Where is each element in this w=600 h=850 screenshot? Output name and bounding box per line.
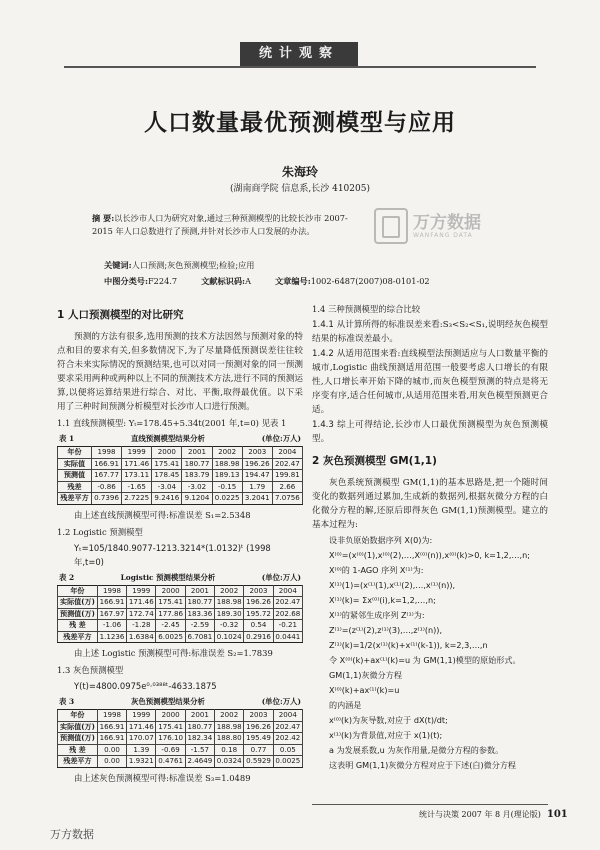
table-row: [58, 597, 303, 609]
table-unit: (单位:万人): [261, 572, 301, 582]
table-cell: -0.69: [156, 744, 185, 756]
table-cell: -1.57: [185, 744, 214, 756]
table-cell: 188.98: [212, 458, 242, 470]
comparison-items: [312, 318, 548, 446]
table-cell: 残 差: [58, 744, 98, 756]
note-2: 由上述 Logistic 预测模型可得:标准误差 S₂=1.7839: [74, 648, 273, 658]
table-label: 表 3: [59, 697, 75, 706]
wanfang-watermark: [374, 204, 524, 248]
table-cell: -1.65: [122, 481, 152, 493]
item-text: 从计算所得的标准误差来看:S₃<S₂<S₁,说明经灰色模型结果的标准误差最小。: [312, 320, 549, 344]
keywords: [104, 260, 255, 271]
table-cell: 194.47: [242, 470, 272, 482]
table-cell: 0.54: [244, 620, 273, 632]
table-cell: 预测值(万): [58, 608, 98, 620]
table-cell: 0.00: [97, 756, 126, 768]
table-cell: -2.59: [185, 620, 214, 632]
table-cell: 180.77: [185, 721, 214, 733]
table-cell: 2.4649: [185, 756, 214, 768]
table-cell: 183.79: [182, 470, 212, 482]
item-text: 从适用范围来看:直线模型法预测适应与人口数量平衡的城市,Logistic 曲线预测适用范围一般要考虑人口增长的有限性,人口增长率开始下降的城市,而灰色模型预测的特点是将无序变有序,适合任何城市,从适用范围来看,用灰色模型预测更合适。: [312, 349, 548, 415]
table-cell: 实际值: [58, 458, 92, 470]
table-cell: 199.81: [272, 470, 302, 482]
table-cell: 171.46: [127, 721, 156, 733]
table-cell: 实际值(万): [58, 721, 98, 733]
table-cell: 1998: [97, 710, 126, 722]
table-caption: [57, 571, 303, 585]
clc-code: [104, 276, 177, 287]
table-cell: 175.41: [156, 597, 185, 609]
derivation-line: Z⁽¹⁾(k)=1/2(x⁽¹⁾(k)+x⁽¹⁾(k-1)), k=2,3,…,n: [329, 640, 488, 650]
classification-codes: [104, 276, 514, 287]
table-unit: (单位:万人): [261, 434, 301, 443]
table-cell: 9.2416: [152, 493, 182, 505]
article-value: 1002-6487(2007)08-0101-02: [310, 276, 430, 286]
source-mark: 万方数据: [50, 828, 94, 841]
table-row: [58, 458, 303, 470]
table-cell: 2000: [152, 447, 182, 459]
table-cell: 196.26: [242, 458, 272, 470]
derivation-lines: [312, 533, 548, 772]
table-cell: 2003: [244, 710, 273, 722]
table-cell: -3.02: [182, 481, 212, 493]
abstract-label: 摘 要:: [92, 213, 115, 223]
table-cell: 0.0324: [215, 756, 244, 768]
table-cell: 年份: [58, 710, 98, 722]
derivation-line: a 为发展系数,u 为灰作用量,是微分方程的参数。: [329, 745, 504, 755]
table-cell: 0.1024: [215, 631, 244, 643]
section-1-heading: 1 人口预测模型的对比研究: [57, 309, 184, 321]
table-cell: 预测值: [58, 470, 92, 482]
data-table: [57, 585, 303, 644]
table-cell: 1999: [122, 447, 152, 459]
table-cell: 1999: [127, 585, 156, 597]
table-row: [58, 721, 303, 733]
table-row: [58, 481, 303, 493]
table-cell: 残差平方: [58, 631, 98, 643]
comparison-item: [312, 347, 548, 417]
derivation-line: 令 X⁽⁰⁾(k)+ax⁽¹⁾(k)=u 为 GM(1,1)模型的原始形式。: [329, 655, 521, 665]
table-label: 表 2: [59, 572, 75, 582]
table-cell: 0.4761: [156, 756, 185, 768]
table-cell: 1998: [91, 447, 121, 459]
table-cell: 178.45: [152, 470, 182, 482]
table-header-row: [58, 710, 303, 722]
table-cell: 0.18: [215, 744, 244, 756]
table-cell: 188.98: [215, 597, 244, 609]
table-cell: 188.80: [215, 733, 244, 745]
table-row: [58, 631, 303, 643]
table-cell: 2004: [273, 710, 302, 722]
table-row: [58, 608, 303, 620]
table-cell: 0.0225: [212, 493, 242, 505]
table-cell: 189.13: [212, 470, 242, 482]
derivation-line: X⁽¹⁾(k)= Σx⁽⁰⁾(i),k=1,2,…,n;: [329, 595, 436, 605]
table-cell: 202.68: [273, 608, 302, 620]
watermark-en: WANFANG DATA: [413, 231, 473, 239]
table-cell: 202.47: [272, 458, 302, 470]
table-cell: 195.49: [244, 733, 273, 745]
table-cell: 196.26: [244, 721, 273, 733]
table-cell: 2002: [212, 447, 242, 459]
table-cell: 166.91: [97, 721, 126, 733]
table-cell: 188.98: [215, 721, 244, 733]
table-cell: 7.0756: [272, 493, 302, 505]
clc-value: F224.7: [147, 276, 178, 286]
table-cell: 0.2916: [244, 631, 273, 643]
table-cell: 年份: [58, 447, 92, 459]
item-number: 1.4.3: [312, 420, 334, 430]
table-cell: -1.28: [127, 620, 156, 632]
table-cell: -0.86: [91, 481, 121, 493]
derivation-line: X⁽¹⁾(1)=(x⁽¹⁾(1),x⁽¹⁾(2),…,x⁽¹⁾(n)),: [329, 580, 456, 590]
table-cell: 172.74: [127, 608, 156, 620]
derivation-line: Z⁽¹⁾=(z⁽¹⁾(2),z⁽¹⁾(3),…,z⁽¹⁾(n)),: [329, 625, 443, 635]
doc-code: [201, 276, 251, 287]
doc-value: A: [245, 276, 251, 286]
table-cell: 6.7081: [185, 631, 214, 643]
subsection-1-4: 1.4 三种预测模型的综合比较: [312, 304, 421, 314]
table-cell: 2004: [272, 447, 302, 459]
page-number: 101: [546, 809, 568, 820]
table-3: [57, 695, 303, 768]
watermark-cn: 万方数据: [413, 212, 481, 233]
table-cell: 2004: [273, 585, 302, 597]
author-affiliation: (湖南商学院 信息系,长沙 410205): [230, 184, 370, 194]
table-cell: 2001: [185, 585, 214, 597]
column-banner: 统计观察: [240, 42, 358, 66]
table-cell: 1999: [127, 710, 156, 722]
table-row: [58, 493, 303, 505]
table-caption: 直线预测模型结果分析: [130, 434, 205, 443]
table-cell: 175.41: [156, 721, 185, 733]
abstract: [92, 212, 364, 238]
table-header-row: [58, 585, 303, 597]
table-unit: (单位:万人): [261, 697, 301, 706]
table-header-row: [58, 447, 303, 459]
article-code: [275, 276, 430, 287]
table-cell: 0.77: [244, 744, 273, 756]
derivation-line: X⁽⁰⁾=(x⁽⁰⁾(1),x⁽⁰⁾(2),…,X⁽⁰⁾(n)),x⁽⁰⁾(k)>0, k=1,2,…,n;: [329, 550, 530, 560]
table-row: [58, 470, 303, 482]
table-row: [58, 744, 303, 756]
table-cell: 残差平方: [58, 493, 92, 505]
table-cell: -2.45: [156, 620, 185, 632]
note-1: 由上述直线预测模型可得:标准误差 S₁=2.5348: [74, 509, 251, 520]
clc-label: 中图分类号:: [104, 276, 148, 286]
subsection-1-1: 1.1 直线预测模型: Yₜ=178.45+5.34t(2001 年,t=0) 见表 1: [57, 418, 287, 428]
table-cell: 2003: [244, 585, 273, 597]
table-cell: 1.9321: [127, 756, 156, 768]
table-cell: -0.21: [273, 620, 302, 632]
table-cell: -0.15: [212, 481, 242, 493]
watermark-text-block: [413, 214, 481, 239]
table-cell: 预测值(万): [58, 733, 98, 745]
derivation-line: 的内涵是: [329, 700, 362, 710]
article-label: 文章编号:: [274, 276, 311, 286]
table-cell: 2002: [215, 710, 244, 722]
derivation-line: x⁽¹⁾(k)为背景值,对应于 x(1)(t);: [329, 730, 443, 740]
section-1-intro: 预测的方法有很多,选用预测的技术方法因然与预测对象的特点和目的要求有关,但多数情况下,为了尽量降低预测误差往往较符合未来实际情况的预测结果,也可以对同一预测对象的同一预测要求采用两种或两种以上不同的预测技术方法,进行不同的预测运算,以便将运算结果进行综合、对比、平衡,取得最优值。以下采用了三种时间预测分析模型对长沙市人口进行预测。: [57, 332, 303, 412]
author-name: 朱海玲: [281, 165, 318, 179]
table-cell: 175.41: [152, 458, 182, 470]
table-cell: 176.10: [156, 733, 185, 745]
table-1: [57, 432, 303, 505]
table-cell: 1.39: [127, 744, 156, 756]
table-row: [58, 733, 303, 745]
table-cell: 166.91: [91, 458, 121, 470]
right-column: [312, 300, 548, 773]
table-cell: 残差: [58, 481, 92, 493]
abstract-text: 以长沙市人口为研究对象,通过三种预测模型的比较长沙市 2007-2015 年人口总数进行了预测,并针对长沙市人口发展的办法。: [92, 213, 348, 236]
table-cell: -0.32: [215, 620, 244, 632]
table-cell: 年份: [58, 585, 98, 597]
keywords-text: 人口预测;灰色预测模型;检验;应用: [131, 260, 255, 270]
header-rule: [64, 66, 536, 68]
table-cell: 180.77: [182, 458, 212, 470]
article-title: 人口数量最优预测模型与应用: [144, 110, 456, 136]
table-caption: [57, 695, 303, 709]
table-cell: 182.34: [185, 733, 214, 745]
table-caption: [57, 432, 303, 446]
note-3: 由上述灰色预测模型可得:标准误差 S₃=1.0489: [74, 772, 251, 783]
table-cell: 166.91: [97, 733, 126, 745]
logistic-equation: Yₜ=105/1840.9077-1213.3214*(1.0132)ᵗ (1998 年,t=0): [74, 542, 271, 567]
table-cell: 实际值(万): [58, 597, 98, 609]
derivation-line: X⁽¹⁾的紧邻生成序列 Z⁽¹⁾为:: [329, 610, 425, 620]
table-cell: 0.0441: [273, 631, 302, 643]
keywords-label: 关键词:: [104, 260, 132, 270]
table-cell: -1.06: [97, 620, 126, 632]
table-cell: 180.77: [185, 597, 214, 609]
subsection-1-2: 1.2 Logistic 预测模型: [57, 526, 143, 537]
table-cell: 0.05: [273, 744, 302, 756]
table-cell: 202.47: [273, 597, 302, 609]
wanfang-logo-icon: [374, 208, 408, 244]
footer-rule: [312, 804, 548, 805]
table-cell: 173.11: [122, 470, 152, 482]
table-caption: Logistic 预测模型结果分析: [120, 572, 216, 582]
table-cell: 196.26: [244, 597, 273, 609]
table-cell: 171.46: [127, 597, 156, 609]
table-cell: 1.6384: [127, 631, 156, 643]
table-cell: -3.04: [152, 481, 182, 493]
subsection-1-3: 1.3 灰色预测模型: [57, 665, 124, 675]
table-cell: 6.0025: [156, 631, 185, 643]
derivation-line: X⁽⁰⁾(k)+ax⁽¹⁾(k)=u: [329, 685, 400, 695]
table-cell: 202.47: [273, 721, 302, 733]
journal-name: 统计与决策 2007 年 8 月(理论版): [419, 810, 541, 819]
derivation-line: 设非负原始数据序列 X(0)为:: [329, 535, 433, 545]
table-cell: 1998: [97, 585, 126, 597]
table-cell: 0.00: [97, 744, 126, 756]
table-cell: 0.7396: [91, 493, 121, 505]
table-row: [58, 620, 303, 632]
table-label: 表 1: [59, 434, 75, 443]
table-cell: 195.72: [244, 608, 273, 620]
table-cell: 3.2041: [242, 493, 272, 505]
derivation-line: GM(1,1)灰微分方程: [329, 670, 402, 680]
table-cell: 2003: [242, 447, 272, 459]
item-number: 1.4.2: [312, 349, 334, 359]
table-cell: 2.66: [272, 481, 302, 493]
table-cell: 1.1236: [97, 631, 126, 643]
table-cell: 2000: [156, 710, 185, 722]
doc-label: 文献标识码:: [201, 276, 246, 286]
table-cell: 0.5929: [244, 756, 273, 768]
table-cell: 1.79: [242, 481, 272, 493]
table-cell: 170.07: [127, 733, 156, 745]
table-cell: 171.46: [122, 458, 152, 470]
comparison-item: [312, 418, 548, 446]
derivation-line: 这表明 GM(1,1)灰微分方程对应于下述(白)微分方程: [329, 760, 517, 770]
data-table: [57, 446, 303, 505]
table-cell: 2001: [182, 447, 212, 459]
table-cell: 183.36: [185, 608, 214, 620]
comparison-item: [312, 318, 548, 346]
item-text: 综上可得结论,长沙市人口最优预测模型为灰色预测模型。: [312, 420, 549, 444]
table-cell: 残 差: [58, 620, 98, 632]
derivation-line: x⁽⁰⁾(k)为灰导数,对应于 dX(t)/dt;: [329, 715, 448, 725]
table-cell: 2000: [156, 585, 185, 597]
table-cell: 0.0025: [273, 756, 302, 768]
table-cell: 202.42: [273, 733, 302, 745]
table-cell: 167.77: [91, 470, 121, 482]
table-row: [58, 756, 303, 768]
table-cell: 9.1204: [182, 493, 212, 505]
table-cell: 残差平方: [58, 756, 98, 768]
left-column: [57, 300, 303, 788]
data-table: [57, 709, 303, 768]
table-cell: 2001: [185, 710, 214, 722]
table-cell: 177.86: [156, 608, 185, 620]
table-caption: 灰色预测模型结果分析: [130, 697, 205, 706]
derivation-line: X⁽⁰⁾的 1-AGO 序列 X⁽¹⁾为:: [329, 565, 424, 575]
table-cell: 167.97: [97, 608, 126, 620]
table-2: [57, 571, 303, 644]
item-number: 1.4.1: [312, 320, 334, 330]
table-cell: 166.91: [97, 597, 126, 609]
table-cell: 2.7225: [122, 493, 152, 505]
table-cell: 2002: [215, 585, 244, 597]
table-cell: 189.30: [215, 608, 244, 620]
section-2-intro: 灰色系统预测模型 GM(1,1)的基本思路是,把一个随时间变化的数据列通过累加,生成新的数据列,根据灰微分方程的白化微分方程的解,还原后即得灰色 GM(1,1)预测模型。建立的基本过程为:: [312, 478, 548, 530]
grey-equation: Y(t)=4800.0975e⁰·⁰³⁸⁸ᵗ-4633.1875: [74, 681, 217, 691]
section-2-heading: 2 灰色预测模型 GM(1,1): [312, 455, 437, 467]
page-footer: [419, 809, 568, 820]
